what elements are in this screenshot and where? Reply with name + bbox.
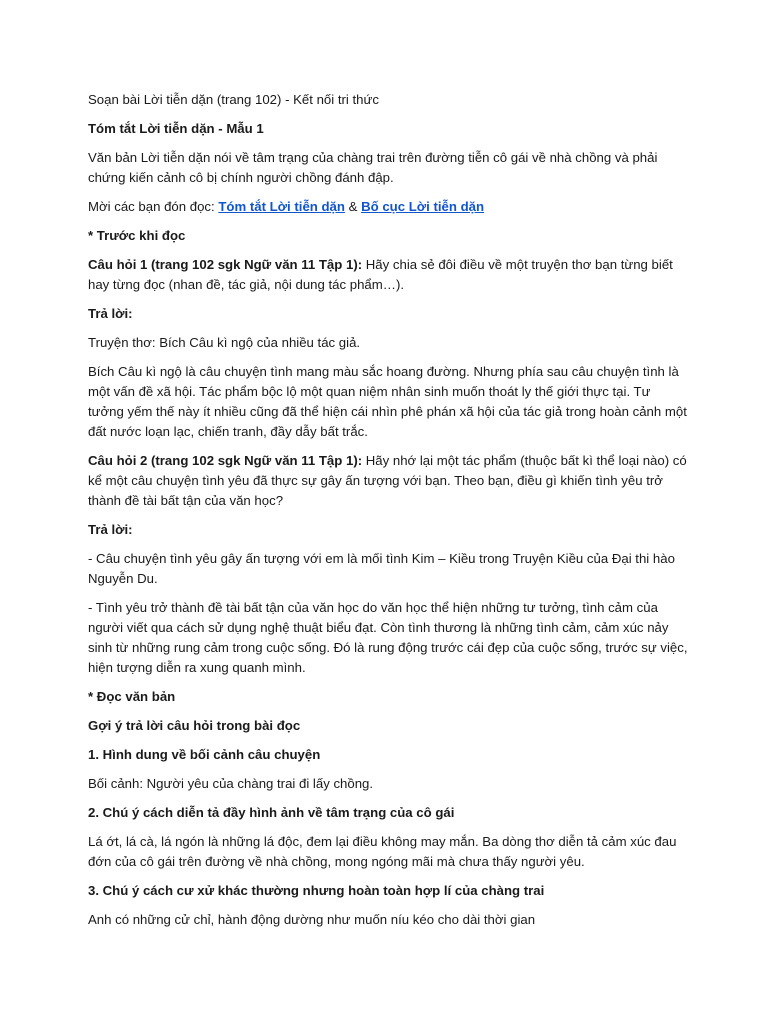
question-1-label: Câu hỏi 1 (trang 102 sgk Ngữ văn 11 Tập 1): [88,257,363,272]
question-2-text: Hãy nhớ lại một tác phẩm (thuộc bất kì thể loại nào) có kể một câu chuyện tình yêu đã thực sự gây ấn tượng với bạn. Theo bạn, điều gì khiến tình yêu trở thành đề tài bất tận của văn học? [88,453,687,508]
document-title: Soạn bài Lời tiễn dặn (trang 102) - Kết nối tri thức [88,92,379,107]
section-1-text: Bối cảnh: Người yêu của chàng trai đi lấy chồng. [88,776,374,791]
document-page [88,90,688,939]
summary-heading: Tóm tắt Lời tiễn dặn - Mẫu 1 [88,121,264,136]
invite-separator: & [344,199,362,214]
section-2-heading: 2. Chú ý cách diễn tả đầy hình ảnh về tâm trạng của cô gái [88,805,455,820]
section-3-heading: 3. Chú ý cách cư xử khác thường nhưng hoàn toàn hợp lí của chàng trai [88,883,545,898]
answer-1-line-1: Truyện thơ: Bích Câu kì ngộ của nhiều tác giả. [88,335,361,350]
section-1-heading: 1. Hình dung về bối cảnh câu chuyện [88,747,321,762]
section-2-text: Lá ớt, lá cà, lá ngón là những lá độc, đem lại điều không may mắn. Ba dòng thơ diễn tả cảm xúc đau đớn của cô gái trên đường về nhà chồng, mong ngóng mãi mà chưa thấy người yêu. [88,834,677,869]
answer-2-line-1: - Câu chuyện tình yêu gây ấn tượng với em là mối tình Kim – Kiều trong Truyện Kiều của Đại thi hào Nguyễn Du. [88,551,675,586]
question-1 [88,255,688,295]
answer-2-label: Trả lời: [88,522,133,537]
answer-1-line-2: Bích Câu kì ngộ là câu chuyện tình mang màu sắc hoang đường. Nhưng phía sau câu chuyện tình là một vấn đề xã hội. Tác phẩm bộc lộ một quan niệm nhân sinh muốn thoát ly thế giới thực tại. Tư tưởng yếm thế này ít nhiều cũng đã thể hiện cái nhìn phê phán xã hội của tác giả trong hoàn cảnh một đất nước loạn lạc, chiến tranh, đầy dẫy bất trắc. [88,364,687,439]
guide-heading: Gợi ý trả lời câu hỏi trong bài đọc [88,718,301,733]
reading-heading: * Đọc văn bản [88,689,176,704]
section-3-text: Anh có những cử chỉ, hành động dường như muốn níu kéo cho dài thời gian [88,912,536,927]
answer-1-label: Trả lời: [88,306,133,321]
invite-prefix: Mời các bạn đón đọc: [88,199,219,214]
summary-link[interactable]: Tóm tắt Lời tiễn dặn [218,199,345,214]
invite-line [88,197,688,217]
question-2-label: Câu hỏi 2 (trang 102 sgk Ngữ văn 11 Tập 1): [88,453,363,468]
question-2 [88,451,688,511]
summary-text: Văn bản Lời tiễn dặn nói về tâm trạng của chàng trai trên đường tiễn cô gái về nhà chồng và phải chứng kiến cảnh cô bị chính người chồng đánh đập. [88,150,658,185]
before-reading-heading: * Trước khi đọc [88,228,186,243]
answer-2-line-2: - Tình yêu trở thành đề tài bất tận của văn học do văn học thể hiện những tư tưởng, tình cảm của người viết qua cách sử dụng nghệ thuật biểu đạt. Còn tình thương là những tình cảm, cảm xúc nảy sinh từ những rung cảm trong cuộc sống. Đó là rung động trước cái đẹp của cuộc sống, trước sự việc, hiện tượng diễn ra xung quanh mình. [88,600,688,675]
question-1-text: Hãy chia sẻ đôi điều về một truyện thơ bạn từng biết hay từng đọc (nhan đề, tác giả, nội dung tác phẩm…). [88,257,673,292]
layout-link[interactable]: Bố cục Lời tiễn dặn [361,199,485,214]
